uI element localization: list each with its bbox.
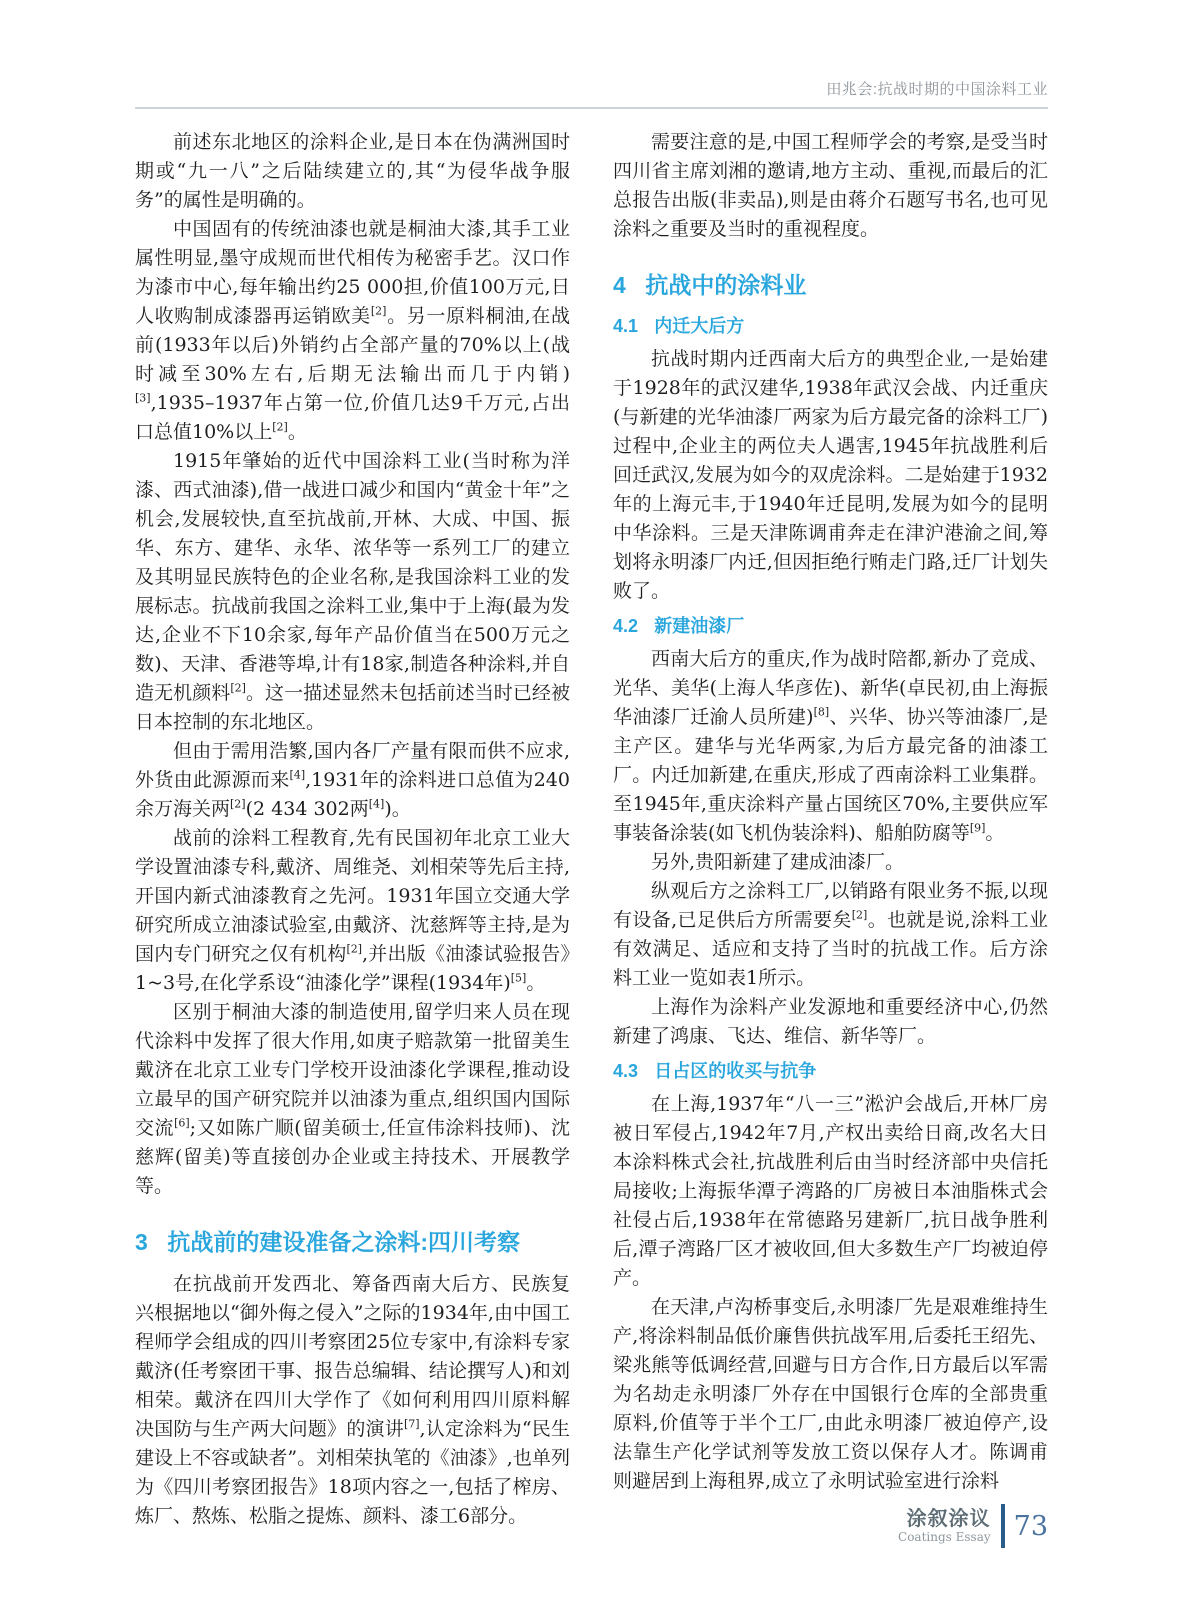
footer-column-titles xyxy=(898,1508,991,1545)
subsection-number: 4.2 xyxy=(613,616,639,636)
page-number: 73 xyxy=(1013,1510,1048,1542)
paragraph: 抗战时期内迁西南大后方的典型企业,一是始建于1928年的武汉建华,1938年武汉会战、内迁重庆(与新建的光华油漆厂两家为后方最完备的涂料工厂)过程中,企业主的两位夫人遇害,1945年抗战胜利后回迁武汉,发展为如今的双虎涂料。二是始建于1932年的上海元丰,于1940年迁昆明,发展为如今的昆明中华涂料。三是天津陈调甫奔走在津沪港渝之间,筹划将永明漆厂内迁,但因拒绝行贿走门路,迁厂计划失败了。 xyxy=(613,348,1048,602)
paragraph: 在抗战前开发西北、筹备西南大后方、民族复兴根据地以“御外侮之侵入”之际的1934年,由中国工程师学会组成的四川考察团25位专家中,有涂料专家戴济(任考察团干事、报告总编辑、结论撰写人)和刘相荣。戴济在四川大学作了《如何利用四川原料解决国防与生产两大问题》的演讲[7],认定涂料为“民生建设上不容或缺者”。刘相荣执笔的《油漆》,也单列为《四川考察团报告》18项内容之一,包括了榨房、炼厂、熬炼、松脂之提炼、颜料、漆工6部分。 xyxy=(135,1273,570,1527)
subsection-title: 内迁大后方 xyxy=(654,316,745,336)
running-header xyxy=(135,78,1048,109)
paragraph: 在天津,卢沟桥事变后,永明漆厂先是艰难维持生产,将涂料制品低价廉售供抗战军用,后委托王绍先、梁兆熊等低调经营,回避与日方合作,日方最后以军需为名劫走永明漆厂外存在中国银行仓库的全部贵重原料,价值等于半个工厂,由此永明漆厂被迫停产,设法靠生产化学试剂等发放工资以保存人才。陈调甫则避居到上海租界,成立了永明试验室进行涂料 xyxy=(613,1296,1048,1492)
subsection-4-3-heading xyxy=(613,1058,1048,1084)
footer-column-title-en: Coatings Essay xyxy=(898,1529,991,1544)
left-column xyxy=(135,128,570,1531)
section-4-heading xyxy=(613,270,1048,300)
footer-divider-bar xyxy=(1001,1504,1005,1548)
subsection-number: 4.1 xyxy=(613,316,639,336)
paragraph: 纵观后方之涂料工厂,以销路有限业务不振,以现有设备,已足供后方所需要矣[2]。也就是说,涂料工业有效满足、适应和支持了当时的抗战工作。后方涂料工业一览如表1所示。 xyxy=(613,880,1048,989)
subsection-number: 4.3 xyxy=(613,1061,639,1081)
subsection-title: 新建油漆厂 xyxy=(654,616,745,636)
paragraph: 前述东北地区的涂料企业,是日本在伪满洲国时期或“九一八”之后陆续建立的,其“为侵华战争服务”的属性是明确的。 xyxy=(135,131,570,211)
section-title: 抗战中的涂料业 xyxy=(645,272,807,298)
subsection-title: 日占区的收买与抗争 xyxy=(654,1061,817,1081)
footer-column-title-cn: 涂叙涂议 xyxy=(906,1507,991,1530)
paragraph: 另外,贵阳新建了建成油漆厂。 xyxy=(651,851,905,873)
paragraph: 但由于需用浩繁,国内各厂产量有限而供不应求,外货由此源源而来[4],1931年的涂料进口总值为240余万海关两[2](2 434 302两[4])。 xyxy=(135,740,570,820)
paragraph: 需要注意的是,中国工程师学会的考察,是受当时四川省主席刘湘的邀请,地方主动、重视,而最后的汇总报告出版(非卖品),则是由蒋介石题写书名,也可见涂料之重要及当时的重视程度。 xyxy=(613,131,1048,240)
paragraph: 上海作为涂料产业发源地和重要经济中心,仍然新建了鸿康、飞达、维信、新华等厂。 xyxy=(613,996,1048,1047)
paragraph: 1915年肇始的近代中国涂料工业(当时称为洋漆、西式油漆),借一战进口减少和国内“黄金十年”之机会,发展较快,直至抗战前,开林、大成、中国、振华、东方、建华、永华、浓华等一系列工厂的建立及其明显民族特色的企业名称,是我国涂料工业的发展标志。抗战前我国之涂料工业,集中于上海(最为发达,企业不下10余家,每年产品价值当在500万元之数)、天津、香港等埠,计有18家,制造各种涂料,并自造无机颜料[2]。这一描述显然未包括前述当时已经被日本控制的东北地区。 xyxy=(135,450,570,733)
right-column xyxy=(613,128,1048,1531)
page-footer xyxy=(898,1504,1048,1548)
paragraph: 战前的涂料工程教育,先有民国初年北京工业大学设置油漆专科,戴济、周维尧、刘相荣等先后主持,开国内新式油漆教育之先河。1931年国立交通大学研究所成立油漆试验室,由戴济、沈慈辉等主持,是为国内专门研究之仅有机构[2],并出版《油漆试验报告》1~3号,在化学系设“油漆化学”课程(1934年)[5]。 xyxy=(135,827,570,994)
section-number: 3 xyxy=(135,1229,148,1255)
paragraph: 西南大后方的重庆,作为战时陪都,新办了竞成、光华、美华(上海人华彦佐)、新华(卓民初,由上海振华油漆厂迁渝人员所建)[8]、兴华、协兴等油漆厂,是主产区。建华与光华两家,为后方最完备的油漆工厂。内迁加新建,在重庆,形成了西南涂料工业集群。至1945年,重庆涂料产量占国统区70%,主要供应军事装备涂装(如飞机伪装涂料)、船舶防腐等[9]。 xyxy=(613,648,1048,844)
paragraph: 在上海,1937年“八一三”淞沪会战后,开林厂房被日军侵占,1942年7月,产权出卖给日商,改名大日本涂料株式会社,抗战胜利后由当时经济部中央信托局接收;上海振华潭子湾路的厂房被日本油脂株式会社侵占后,1938年在常德路另建新厂,抗日战争胜利后,潭子湾路厂区才被收回,但大多数生产厂均被迫停产。 xyxy=(613,1093,1048,1289)
paragraph: 区别于桐油大漆的制造使用,留学归来人员在现代涂料中发挥了很大作用,如庚子赔款第一批留美生戴济在北京工业专门学校开设油漆化学课程,推动设立最早的国产研究院并以油漆为重点,组织国内国际交流[6];又如陈广顺(留美硕士,任宣伟涂料技师)、沈慈辉(留美)等直接创办企业或主持技术、开展教学等。 xyxy=(135,1001,570,1197)
page-content xyxy=(135,128,1048,1531)
paragraph: 中国固有的传统油漆也就是桐油大漆,其手工业属性明显,墨守成规而世代相传为秘密手艺。汉口作为漆市中心,每年输出约25 000担,价值100万元,日人收购制成漆器再运销欧美[2]。另一原料桐油,在战前(1933年以后)外销约占全部产量的70%以上(战时减至30%左右,后期无法输出而几于内销)[3],1935–1937年占第一位,价值几达9千万元,占出口总值10%以上[2]。 xyxy=(135,218,570,443)
section-3-heading xyxy=(135,1227,570,1257)
subsection-4-2-heading xyxy=(613,613,1048,639)
section-title: 抗战前的建设准备之涂料:四川考察 xyxy=(167,1229,521,1255)
subsection-4-1-heading xyxy=(613,313,1048,339)
running-title: 田兆会:抗战时期的中国涂料工业 xyxy=(826,81,1048,98)
section-number: 4 xyxy=(613,272,626,298)
